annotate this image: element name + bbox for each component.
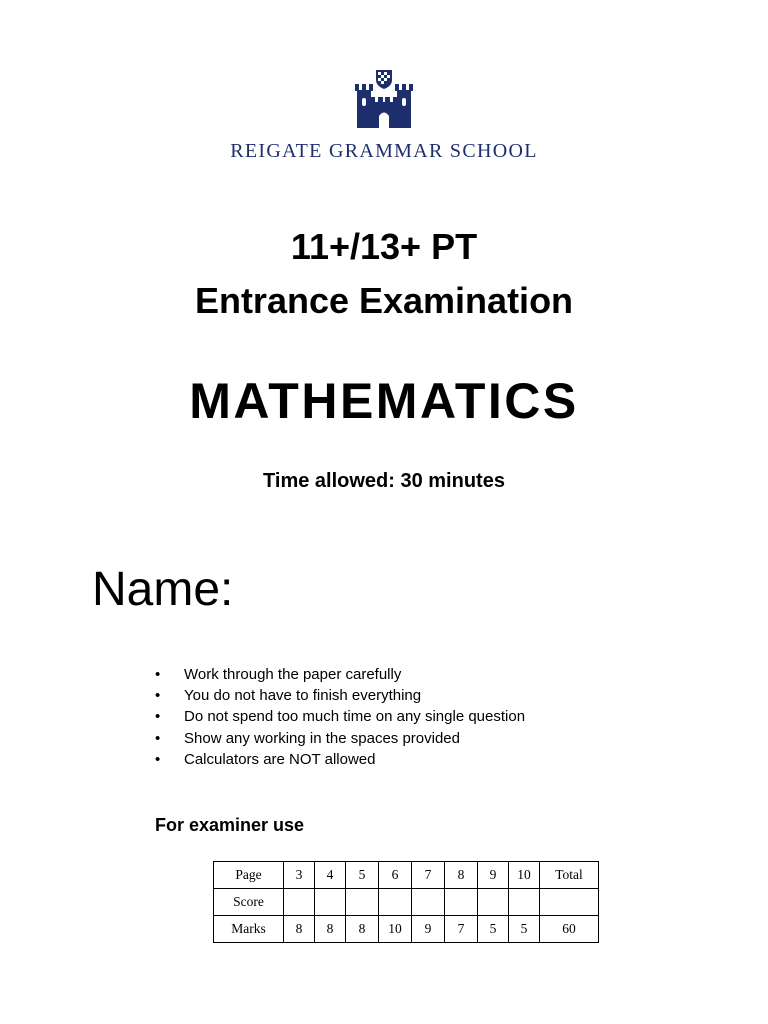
examiner-heading: For examiner use bbox=[155, 815, 305, 835]
marks-table bbox=[213, 861, 599, 943]
table-cell: 5 bbox=[346, 862, 379, 889]
score-cell bbox=[412, 889, 445, 916]
table-row-score bbox=[214, 889, 599, 916]
row-label: Score bbox=[214, 889, 284, 916]
score-cell bbox=[315, 889, 346, 916]
table-cell: 9 bbox=[412, 916, 445, 943]
school-name: REIGATE GRAMMAR SCHOOL bbox=[230, 140, 538, 162]
instruction-text: Work through the paper carefully bbox=[184, 666, 402, 683]
instruction-item bbox=[155, 728, 525, 749]
table-cell: 4 bbox=[315, 862, 346, 889]
score-cell bbox=[379, 889, 412, 916]
score-cell bbox=[478, 889, 509, 916]
row-label: Marks bbox=[214, 916, 284, 943]
exam-level-title: 11+/13+ PT bbox=[290, 226, 478, 267]
bullet-icon: • bbox=[155, 708, 161, 726]
score-cell bbox=[346, 889, 379, 916]
table-cell: 9 bbox=[478, 862, 509, 889]
instruction-text: You do not have to finish everything bbox=[184, 687, 422, 705]
instruction-item bbox=[155, 706, 525, 727]
instruction-item bbox=[155, 749, 525, 770]
table-cell: 8 bbox=[284, 916, 315, 943]
score-cell bbox=[284, 889, 315, 916]
instructions-list bbox=[155, 664, 525, 770]
bullet-icon: • bbox=[155, 666, 161, 683]
table-row-page bbox=[214, 862, 599, 889]
table-cell: 6 bbox=[379, 862, 412, 889]
name-label: Name: bbox=[92, 563, 234, 616]
row-label: Page bbox=[214, 862, 284, 889]
bullet-icon: • bbox=[155, 729, 161, 747]
table-cell: 5 bbox=[478, 916, 509, 943]
table-cell: 7 bbox=[412, 862, 445, 889]
instruction-text: Do not spend too much time on any single question bbox=[184, 708, 526, 726]
instruction-text: Calculators are NOT allowed bbox=[184, 750, 376, 768]
exam-type-title: Entrance Examination bbox=[194, 280, 574, 321]
instruction-item bbox=[155, 664, 525, 685]
table-cell: 8 bbox=[346, 916, 379, 943]
score-cell bbox=[540, 889, 599, 916]
table-cell: 5 bbox=[509, 916, 540, 943]
table-cell: 3 bbox=[284, 862, 315, 889]
table-cell: Total bbox=[540, 862, 599, 889]
score-cell bbox=[509, 889, 540, 916]
table-cell: 60 bbox=[540, 916, 599, 943]
table-cell: 8 bbox=[445, 862, 478, 889]
table-cell: 10 bbox=[509, 862, 540, 889]
time-allowed: Time allowed: 30 minutes bbox=[263, 470, 505, 492]
table-cell: 8 bbox=[315, 916, 346, 943]
bullet-icon: • bbox=[155, 750, 161, 768]
subject-title: MATHEMATICS bbox=[189, 373, 579, 429]
instruction-text: Show any working in the spaces provided bbox=[184, 729, 460, 747]
table-cell: 10 bbox=[379, 916, 412, 943]
score-cell bbox=[445, 889, 478, 916]
castle-crest-icon bbox=[353, 68, 415, 130]
instruction-item bbox=[155, 685, 525, 706]
table-row-marks bbox=[214, 916, 599, 943]
table-cell: 7 bbox=[445, 916, 478, 943]
bullet-icon: • bbox=[155, 687, 161, 705]
